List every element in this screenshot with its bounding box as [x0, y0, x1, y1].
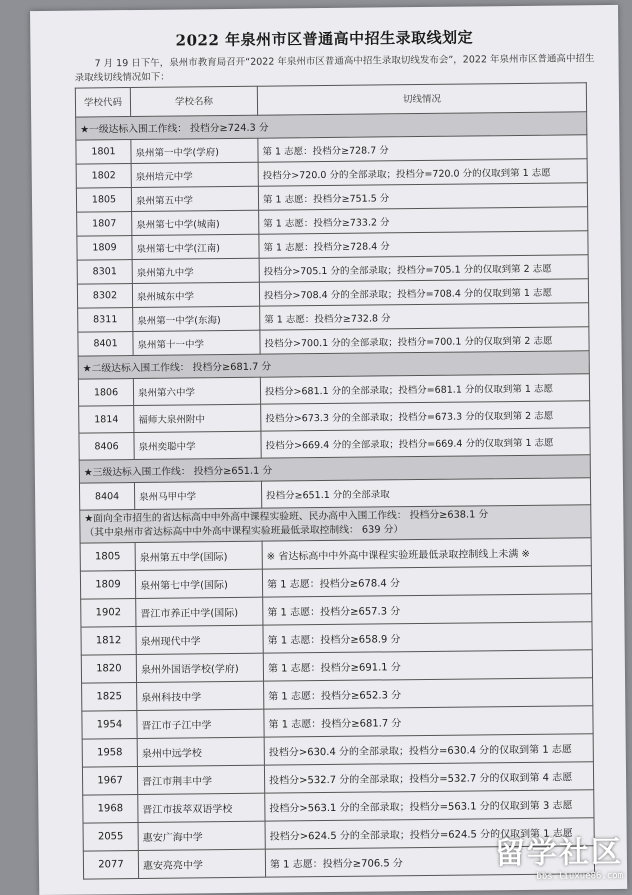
- document-page: [30, 5, 627, 895]
- school-code-cell: 8401: [78, 332, 133, 357]
- school-code-cell: 1814: [79, 406, 134, 434]
- school-code-cell: 8311: [78, 308, 133, 333]
- school-name-cell: 泉州第五中学: [131, 186, 258, 211]
- school-code-cell: 1820: [81, 655, 136, 684]
- document-title: 2022 年泉州市区普通高中招生录取线划定: [175, 28, 474, 50]
- school-code-cell: 1805: [76, 188, 131, 213]
- cutoff-cell: 投档分>708.4 分的全部录取；投档分=708.4 分的仅取到第 1 志愿: [259, 279, 588, 306]
- school-name-cell: 泉州第一中学(东海): [133, 306, 260, 331]
- school-name-cell: 惠安广海中学: [138, 821, 265, 850]
- school-name-cell: 泉州外国语学校(学府): [136, 653, 263, 682]
- school-code-cell: 1902: [81, 599, 136, 628]
- school-code-cell: 1801: [76, 140, 131, 165]
- school-name-cell: 泉州城东中学: [132, 282, 259, 307]
- cutoff-cell: 投档分>624.5 分的全部录取；投档分=624.5 分的仅取到第 1 志愿: [265, 818, 594, 849]
- group-label-text: ★面向全市招生的省达标高中中外高中课程实验班、民办高中入围工作线： 投档分≥638.1 分: [84, 509, 489, 525]
- school-name-cell: 惠安亮亮中学: [138, 849, 265, 878]
- cutoff-cell: 第 1 志愿：投档分≥728.4 分: [259, 231, 588, 258]
- school-code-cell: 1802: [76, 164, 131, 189]
- school-name-cell: 泉州第七中学(江南): [132, 234, 259, 259]
- header-cutoff: 切线情况: [257, 83, 586, 115]
- school-code-cell: 1825: [82, 682, 137, 711]
- school-name-cell: 泉州中远学校: [137, 737, 264, 766]
- cutoff-cell: 投档分>681.1 分的全部录取；投档分=681.1 分的仅取到第 1 志愿: [260, 374, 589, 404]
- school-code-cell: 1812: [81, 627, 136, 656]
- cutoff-cell: ※ 省达标高中中外高中课程实验班最低录取控制线上未满 ※: [262, 538, 591, 569]
- school-code-cell: 1809: [80, 571, 135, 600]
- watermark: [453, 835, 624, 889]
- watermark-logo-text: 留学社区: [494, 834, 624, 872]
- school-code-cell: 2077: [83, 850, 138, 879]
- school-name-cell: 晋江市子江中学: [137, 709, 264, 738]
- group-label-text: ★三级达标入围工作线： 投档分≥651.1 分: [83, 465, 273, 479]
- school-name-cell: 泉州第六中学: [133, 377, 260, 405]
- cutoff-cell: 投档分>705.1 分的全部录取；投档分=705.1 分的仅取到第 2 志愿: [259, 255, 588, 282]
- cutoff-cell: 投档分>630.4 分的全部录取；投档分=630.4 分的仅取到第 1 志愿: [264, 734, 593, 765]
- school-name-cell: 泉州奕聪中学: [134, 431, 261, 459]
- school-name-cell: 晋江市荆丰中学: [137, 765, 264, 794]
- cutoff-cell: 第 1 志愿：投档分≥728.7 分: [258, 135, 587, 162]
- cutoff-cell: 第 1 志愿：投档分≥681.7 分: [264, 706, 593, 737]
- school-code-cell: 2055: [83, 822, 138, 851]
- cutoff-cell: 投档分>563.1 分的全部录取；投档分=563.1 分的仅取到第 3 志愿: [265, 790, 594, 821]
- school-code-cell: 1954: [82, 710, 137, 739]
- school-name-cell: 泉州第一中学(学府): [131, 138, 258, 163]
- cutoff-cell: 投档分≥651.1 分的全部录取: [261, 478, 590, 508]
- cutoff-cell: 第 1 志愿：投档分≥678.4 分: [262, 566, 591, 597]
- cutoff-cell: 第 1 志愿：投档分≥751.5 分: [258, 183, 587, 210]
- school-name-cell: 泉州现代中学: [136, 625, 263, 654]
- group-header-label: [80, 505, 591, 543]
- cutoff-cell: 第 1 志愿：投档分≥652.3 分: [264, 678, 593, 709]
- school-name-cell: 晋江市拔萃双语学校: [138, 793, 265, 822]
- admission-table: [75, 82, 595, 879]
- group-header-row: [80, 505, 591, 543]
- cutoff-cell: 第 1 志愿：投档分≥657.3 分: [263, 594, 592, 625]
- intro-paragraph: 7 月 19 日下午，泉州市教育局召开“2022 年泉州市区普通高中招生录取切线发布会”，2022 年泉州市区普通高中招生录取线切线情况如下：: [74, 53, 595, 84]
- cutoff-cell: 第 1 志愿：投档分≥732.8 分: [260, 303, 589, 330]
- school-code-cell: 1806: [78, 379, 133, 407]
- school-code-cell: 1807: [77, 212, 132, 237]
- school-code-cell: 1809: [77, 236, 132, 261]
- cutoff-cell: 投档分>720.0 分的全部录取；投档分=720.0 分的仅取到第 1 志愿: [258, 159, 587, 186]
- group-label-text: ★二级达标入围工作线： 投档分≥681.7 分: [82, 361, 272, 375]
- cutoff-cell: 投档分>673.3 分的全部录取；投档分=673.3 分的仅取到第 2 志愿: [261, 401, 590, 431]
- cutoff-cell: 投档分>700.1 分的全部录取；投档分=700.1 分的仅取到第 2 志愿: [260, 327, 589, 354]
- school-code-cell: 1805: [80, 543, 135, 572]
- school-name-cell: 晋江市养正中学(国际): [136, 597, 263, 626]
- school-code-cell: 8301: [77, 260, 132, 285]
- school-name-cell: 泉州第五中学(国际): [135, 541, 262, 570]
- school-code-cell: 1967: [82, 766, 137, 795]
- group-label-text: ★一级达标入围工作线： 投档分≥724.3 分: [80, 122, 269, 136]
- header-school-code: 学校代码: [75, 88, 130, 118]
- school-name-cell: 泉州培元中学: [131, 162, 258, 187]
- cutoff-cell: 投档分>669.4 分的全部录取；投档分=669.4 分的仅取到第 1 志愿: [261, 428, 590, 458]
- school-code-cell: 8404: [79, 483, 134, 511]
- cutoff-cell: 投档分>532.7 分的全部录取；投档分=532.7 分的仅取到第 4 志愿: [264, 762, 593, 793]
- cutoff-cell: 第 1 志愿：投档分≥706.5 分: [265, 846, 594, 877]
- group-sublabel-text: （其中泉州市省达标高中中外高中课程实验班最低录取控制线： 639 分）: [84, 524, 404, 539]
- school-code-cell: 1958: [82, 738, 137, 767]
- header-school-name: 学校名称: [130, 86, 257, 116]
- watermark-url: bbs.liuxue86.com: [536, 870, 624, 882]
- school-name-cell: 泉州第十一中学: [133, 330, 260, 355]
- school-name-cell: 泉州第七中学(城南): [132, 210, 259, 235]
- cutoff-cell: 第 1 志愿：投档分≥733.2 分: [259, 207, 588, 234]
- school-name-cell: 泉州第七中学(国际): [135, 569, 262, 598]
- school-name-cell: 福师大泉州附中: [134, 404, 261, 432]
- cutoff-cell: 第 1 志愿：投档分≥658.9 分: [263, 622, 592, 653]
- school-code-cell: 8406: [79, 433, 134, 461]
- cutoff-cell: 第 1 志愿：投档分≥691.1 分: [263, 650, 592, 681]
- school-name-cell: 泉州第九中学: [132, 258, 259, 283]
- school-code-cell: 8302: [77, 284, 132, 309]
- school-code-cell: 1968: [83, 794, 138, 823]
- school-name-cell: 泉州科技中学: [137, 681, 264, 710]
- table-body: [76, 112, 595, 879]
- school-name-cell: 泉州马甲中学: [134, 481, 261, 509]
